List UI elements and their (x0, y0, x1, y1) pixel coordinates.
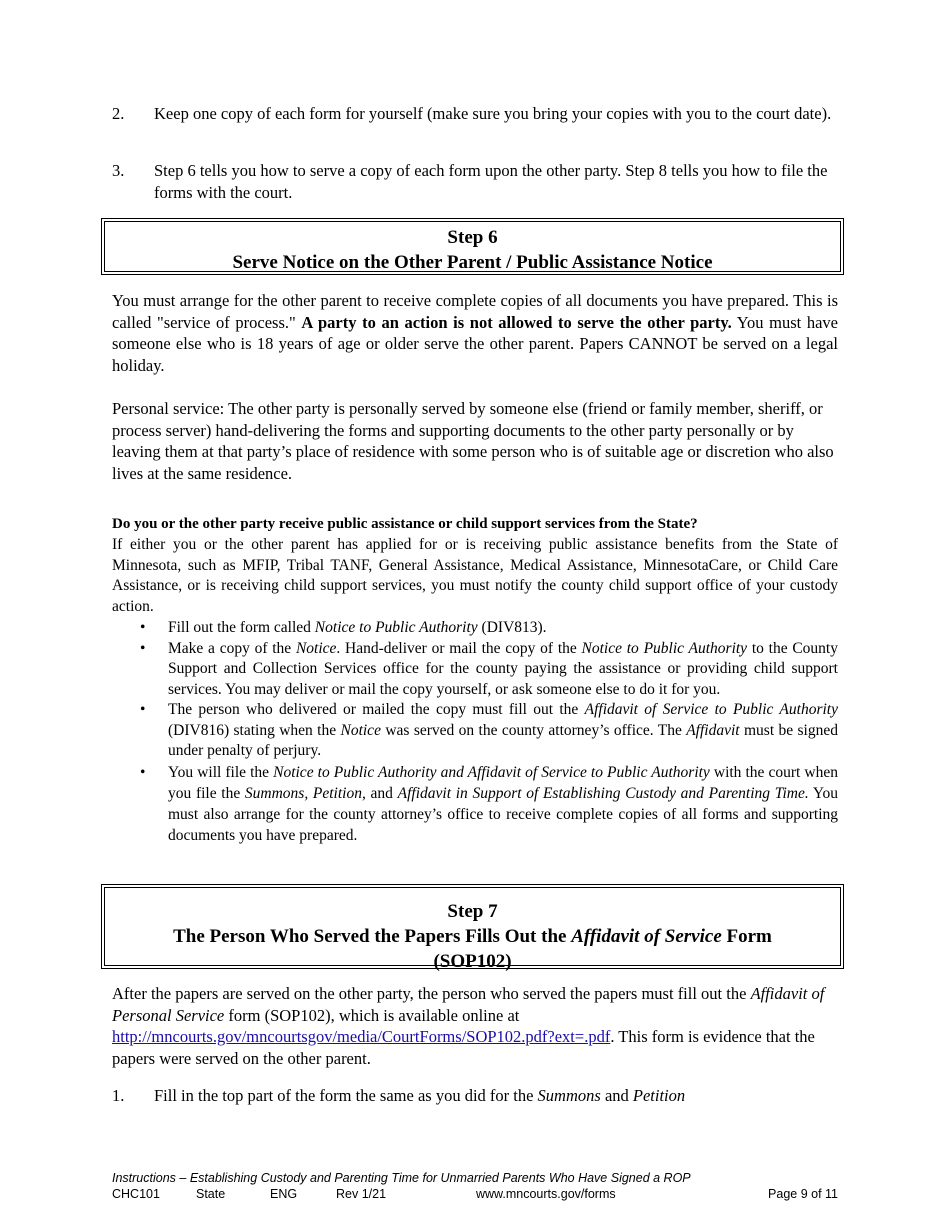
step7-heading-box (101, 884, 844, 972)
public-assistance-list (112, 618, 838, 846)
footer-language: ENG (270, 1187, 298, 1201)
footer-website: www.mncourts.gov/forms (476, 1187, 616, 1201)
bullet-icon: • (140, 763, 146, 781)
list-text: Keep one copy of each form for yourself (make sure you bring your copies with you to the court date). (154, 104, 832, 123)
step7-form-code: (SOP102) (433, 951, 512, 972)
public-assistance-question: Do you or the other party receive public assistance or child support services from the State? (112, 516, 698, 532)
list-item (112, 1085, 840, 1107)
bullet-icon: • (140, 639, 146, 657)
list-item: • You will file the Notice to Public Authority and Affidavit of Service to Public Authority with the court when you file the Summons, Petition, and Affidavit in Support of Establishing Custody and Parenting Time. You must also arrange for the county attorney’s office to receive complete copies of all forms and supporting documents you have prepared. (140, 763, 838, 844)
list-item: • Fill out the form called Notice to Public Authority (DIV813). (112, 618, 838, 639)
service-warning: A party to an action is not allowed to serve the other party. (301, 312, 732, 332)
affidavit-paragraph: After the papers are served on the other party, the person who served the papers must fill out the Affidavit of Personal Service form (SOP102), which is available online at http://mncourts.gov/mncourtsgov/media/CourtForms/SOP102.pdf?ext=.pdf. This form is evidence that the papers were served on the other parent. (112, 984, 825, 1068)
footer-form-code: CHC101 (112, 1187, 160, 1201)
list-number: 3. (112, 161, 125, 180)
step6-heading-box (101, 218, 844, 275)
service-text-cont: You must have someone else who is 18 years of age or older serve the other parent. Papers CANNOT be served on a legal holiday. (112, 312, 839, 375)
sop102-form-link[interactable]: http://mncourts.gov/mncourtsgov/media/CourtForms/SOP102.pdf?ext=.pdf (112, 1027, 611, 1046)
list-text: Step 6 tells you how to serve a copy of each form upon the other party. Step 8 tells you how to file the forms with the court. (154, 161, 828, 202)
list-item (112, 160, 840, 204)
personal-service-paragraph: Personal service: The other party is personally served by someone else (friend or family member, sheriff, or process server) hand-delivering the forms and supporting documents to the other party personally or by leaving them at that party’s place of residence with some person who is of suitable age or discretion who also lives at the same residence. (112, 399, 834, 483)
footer-revision: Rev 1/21 (336, 1187, 387, 1201)
footer-title: Instructions – Establishing Custody and Parenting Time for Unmarried Parents Who Have Signed a ROP (112, 1171, 691, 1185)
list-item (112, 103, 840, 147)
bullet-icon: • (140, 619, 146, 636)
public-assistance-intro: If either you or the other parent has applied for or is receiving public assistance benefits from the State of Minnesota, such as MFIP, Tribal TANF, General Assistance, Medical Assistance, MinnesotaCare, or Child Care Assistance, or is receiving child support services, you must notify the county child support office of your custody action. (112, 536, 838, 615)
step6-title: Step 6 (447, 227, 498, 248)
footer-meta (112, 1186, 838, 1202)
service-text: You must arrange for the other parent to receive complete copies of all documents you have prepared. This is called "service of process." (112, 291, 838, 332)
step7-title: Step 7 (447, 901, 498, 922)
list-number: 1. (112, 1086, 125, 1105)
service-paragraph (112, 290, 838, 376)
list-item: • Make a copy of the Notice. Hand-deliver or mail the copy of the Notice to Public Authority to the County Support and Collection Services office for the county paying the assistance or providing child support services. You may deliver or mail the copy yourself, or ask someone else to do it for you. (140, 639, 838, 698)
footer-jurisdiction: State (196, 1187, 226, 1201)
list-item: • The person who delivered or mailed the copy must fill out the Affidavit of Service to Public Authority (DIV816) stating when the Notice was served on the county attorney’s office. The Affidavit must be signed under penalty of perjury. (140, 701, 838, 759)
step6-subtitle: Serve Notice on the Other Parent / Public Assistance Notice (232, 252, 713, 273)
list-text: Fill in the top part of the form the same as you did for the Summons and Petition (154, 1086, 686, 1105)
step7-subtitle: The Person Who Served the Papers Fills Out the Affidavit of Service Form (173, 926, 772, 947)
bullet-icon: • (140, 701, 146, 718)
page-footer (112, 1170, 838, 1202)
footer-page-number: Page 9 of 11 (768, 1187, 838, 1201)
list-number: 2. (112, 104, 125, 123)
